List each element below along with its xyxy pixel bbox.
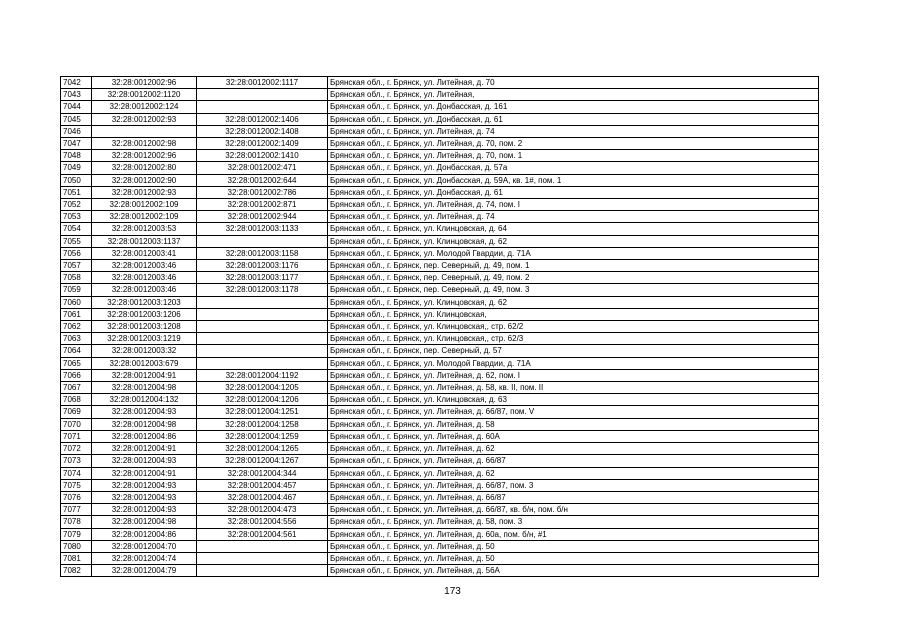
land-cadastral-number-cell: 32:28:0012002:109 xyxy=(92,211,197,223)
address-cell: Брянская обл., г. Брянск, ул. Литейная, д. 58 xyxy=(328,418,819,430)
building-cadastral-number-cell: 32:28:0012003:1133 xyxy=(197,223,328,235)
table-row xyxy=(61,186,819,198)
row-number-cell: 7055 xyxy=(61,235,92,247)
building-cadastral-number-cell: 32:28:0012004:1258 xyxy=(197,418,328,430)
land-cadastral-number-cell: 32:28:0012003:32 xyxy=(92,345,197,357)
table-row xyxy=(61,382,819,394)
table-row xyxy=(61,540,819,552)
building-cadastral-number-cell: 32:28:0012004:344 xyxy=(197,467,328,479)
table-row xyxy=(61,77,819,89)
building-cadastral-number-cell xyxy=(197,296,328,308)
address-cell: Брянская обл., г. Брянск, ул. Литейная, д. 56А xyxy=(328,565,819,577)
table-row xyxy=(61,321,819,333)
document-page xyxy=(60,76,819,577)
address-cell: Брянская обл., г. Брянск, пер. Северный, д. 49, пом. 2 xyxy=(328,272,819,284)
address-cell: Брянская обл., г. Брянск, ул. Клинцовская, д. 64 xyxy=(328,223,819,235)
address-cell: Брянская обл., г. Брянск, ул. Клинцовская, д. 62 xyxy=(328,296,819,308)
address-cell: Брянская обл., г. Брянск, ул. Клинцовская, д. 62 xyxy=(328,235,819,247)
table-row xyxy=(61,101,819,113)
table-row xyxy=(61,479,819,491)
land-cadastral-number-cell: 32:28:0012004:74 xyxy=(92,552,197,564)
building-cadastral-number-cell: 32:28:0012003:1176 xyxy=(197,260,328,272)
address-cell: Брянская обл., г. Брянск, ул. Клинцовская, xyxy=(328,308,819,320)
address-cell: Брянская обл., г. Брянск, ул. Литейная, д. 50 xyxy=(328,540,819,552)
land-cadastral-number-cell: 32:28:0012004:132 xyxy=(92,394,197,406)
address-cell: Брянская обл., г. Брянск, ул. Литейная, д. 70 xyxy=(328,77,819,89)
table-row xyxy=(61,565,819,577)
building-cadastral-number-cell xyxy=(197,540,328,552)
table-row xyxy=(61,272,819,284)
land-cadastral-number-cell: 32:28:0012004:98 xyxy=(92,418,197,430)
row-number-cell: 7046 xyxy=(61,125,92,137)
table-row xyxy=(61,284,819,296)
building-cadastral-number-cell: 32:28:0012002:1409 xyxy=(197,138,328,150)
address-cell: Брянская обл., г. Брянск, ул. Донбасская, д. 61 xyxy=(328,186,819,198)
land-cadastral-number-cell: 32:28:0012003:1203 xyxy=(92,296,197,308)
land-cadastral-number-cell: 32:28:0012004:70 xyxy=(92,540,197,552)
row-number-cell: 7064 xyxy=(61,345,92,357)
building-cadastral-number-cell: 32:28:0012004:473 xyxy=(197,504,328,516)
row-number-cell: 7042 xyxy=(61,77,92,89)
table-row xyxy=(61,369,819,381)
row-number-cell: 7066 xyxy=(61,369,92,381)
land-cadastral-number-cell xyxy=(92,125,197,137)
land-cadastral-number-cell: 32:28:0012002:96 xyxy=(92,150,197,162)
table-row xyxy=(61,138,819,150)
building-cadastral-number-cell: 32:28:0012004:1206 xyxy=(197,394,328,406)
address-cell: Брянская обл., г. Брянск, ул. Литейная, д. 66/87 xyxy=(328,491,819,503)
row-number-cell: 7053 xyxy=(61,211,92,223)
table-row xyxy=(61,162,819,174)
table-row xyxy=(61,296,819,308)
row-number-cell: 7058 xyxy=(61,272,92,284)
building-cadastral-number-cell: 32:28:0012002:1410 xyxy=(197,150,328,162)
building-cadastral-number-cell: 32:28:0012002:786 xyxy=(197,186,328,198)
row-number-cell: 7056 xyxy=(61,247,92,259)
address-cell: Брянская обл., г. Брянск, ул. Молодой Гвардии, д. 71А xyxy=(328,357,819,369)
building-cadastral-number-cell xyxy=(197,357,328,369)
building-cadastral-number-cell xyxy=(197,89,328,101)
address-cell: Брянская обл., г. Брянск, ул. Литейная, д. 74, пом. I xyxy=(328,199,819,211)
building-cadastral-number-cell: 32:28:0012004:1265 xyxy=(197,443,328,455)
table-row xyxy=(61,528,819,540)
table-row xyxy=(61,125,819,137)
land-cadastral-number-cell: 32:28:0012002:93 xyxy=(92,113,197,125)
building-cadastral-number-cell: 32:28:0012002:644 xyxy=(197,174,328,186)
land-cadastral-number-cell: 32:28:0012004:98 xyxy=(92,382,197,394)
address-cell: Брянская обл., г. Брянск, ул. Литейная, д. 70, пом. 2 xyxy=(328,138,819,150)
row-number-cell: 7074 xyxy=(61,467,92,479)
row-number-cell: 7047 xyxy=(61,138,92,150)
land-cadastral-number-cell: 32:28:0012004:93 xyxy=(92,406,197,418)
row-number-cell: 7051 xyxy=(61,186,92,198)
building-cadastral-number-cell: 32:28:0012004:1192 xyxy=(197,369,328,381)
row-number-cell: 7080 xyxy=(61,540,92,552)
land-cadastral-number-cell: 32:28:0012002:109 xyxy=(92,199,197,211)
building-cadastral-number-cell: 32:28:0012004:1267 xyxy=(197,455,328,467)
table-row xyxy=(61,491,819,503)
building-cadastral-number-cell xyxy=(197,235,328,247)
table-row xyxy=(61,260,819,272)
row-number-cell: 7049 xyxy=(61,162,92,174)
row-number-cell: 7052 xyxy=(61,199,92,211)
land-cadastral-number-cell: 32:28:0012002:93 xyxy=(92,186,197,198)
row-number-cell: 7045 xyxy=(61,113,92,125)
address-cell: Брянская обл., г. Брянск, ул. Литейная, д. 66/87, кв. б/н, пом. б/н xyxy=(328,504,819,516)
land-cadastral-number-cell: 32:28:0012004:91 xyxy=(92,369,197,381)
building-cadastral-number-cell: 32:28:0012002:1408 xyxy=(197,125,328,137)
land-cadastral-number-cell: 32:28:0012004:79 xyxy=(92,565,197,577)
row-number-cell: 7063 xyxy=(61,333,92,345)
building-cadastral-number-cell xyxy=(197,308,328,320)
row-number-cell: 7070 xyxy=(61,418,92,430)
row-number-cell: 7073 xyxy=(61,455,92,467)
table-row xyxy=(61,174,819,186)
table-row xyxy=(61,516,819,528)
table-row xyxy=(61,455,819,467)
building-cadastral-number-cell xyxy=(197,333,328,345)
building-cadastral-number-cell xyxy=(197,345,328,357)
land-cadastral-number-cell: 32:28:0012004:86 xyxy=(92,430,197,442)
building-cadastral-number-cell: 32:28:0012002:1117 xyxy=(197,77,328,89)
land-cadastral-number-cell: 32:28:0012004:91 xyxy=(92,467,197,479)
building-cadastral-number-cell: 32:28:0012002:944 xyxy=(197,211,328,223)
land-cadastral-number-cell: 32:28:0012003:1219 xyxy=(92,333,197,345)
address-cell: Брянская обл., г. Брянск, ул. Литейная, д. 58, кв. II, пом. II xyxy=(328,382,819,394)
building-cadastral-number-cell xyxy=(197,321,328,333)
row-number-cell: 7077 xyxy=(61,504,92,516)
building-cadastral-number-cell: 32:28:0012003:1158 xyxy=(197,247,328,259)
building-cadastral-number-cell: 32:28:0012003:1177 xyxy=(197,272,328,284)
address-cell: Брянская обл., г. Брянск, ул. Литейная, д. 74 xyxy=(328,125,819,137)
row-number-cell: 7079 xyxy=(61,528,92,540)
land-cadastral-number-cell: 32:28:0012004:91 xyxy=(92,443,197,455)
address-cell: Брянская обл., г. Брянск, пер. Северный, д. 49, пом. 1 xyxy=(328,260,819,272)
address-cell: Брянская обл., г. Брянск, ул. Литейная, д. 70, пом. 1 xyxy=(328,150,819,162)
address-cell: Брянская обл., г. Брянск, ул. Литейная, xyxy=(328,89,819,101)
land-cadastral-number-cell: 32:28:0012003:46 xyxy=(92,284,197,296)
building-cadastral-number-cell: 32:28:0012004:1259 xyxy=(197,430,328,442)
table-row xyxy=(61,430,819,442)
building-cadastral-number-cell xyxy=(197,101,328,113)
table-row xyxy=(61,211,819,223)
land-cadastral-number-cell: 32:28:0012004:93 xyxy=(92,479,197,491)
building-cadastral-number-cell: 32:28:0012002:1406 xyxy=(197,113,328,125)
land-cadastral-number-cell: 32:28:0012004:98 xyxy=(92,516,197,528)
table-row xyxy=(61,89,819,101)
building-cadastral-number-cell: 32:28:0012002:871 xyxy=(197,199,328,211)
row-number-cell: 7044 xyxy=(61,101,92,113)
building-cadastral-number-cell: 32:28:0012004:556 xyxy=(197,516,328,528)
row-number-cell: 7081 xyxy=(61,552,92,564)
land-cadastral-number-cell: 32:28:0012003:1206 xyxy=(92,308,197,320)
table-row xyxy=(61,199,819,211)
address-cell: Брянская обл., г. Брянск, ул. Клинцовская,, стр. 62/2 xyxy=(328,321,819,333)
address-cell: Брянская обл., г. Брянск, ул. Донбасская, д. 61 xyxy=(328,113,819,125)
address-cell: Брянская обл., г. Брянск, ул. Донбасская, д. 59А, кв. 1#, пом. 1 xyxy=(328,174,819,186)
table-row xyxy=(61,467,819,479)
table-row xyxy=(61,345,819,357)
address-cell: Брянская обл., г. Брянск, ул. Молодой Гвардии, д. 71А xyxy=(328,247,819,259)
land-cadastral-number-cell: 32:28:0012002:96 xyxy=(92,77,197,89)
registry-table-body xyxy=(61,77,819,577)
table-row xyxy=(61,247,819,259)
table-row xyxy=(61,406,819,418)
row-number-cell: 7060 xyxy=(61,296,92,308)
row-number-cell: 7075 xyxy=(61,479,92,491)
table-row xyxy=(61,333,819,345)
building-cadastral-number-cell: 32:28:0012004:1205 xyxy=(197,382,328,394)
building-cadastral-number-cell xyxy=(197,552,328,564)
address-cell: Брянская обл., г. Брянск, ул. Литейная, д. 62 xyxy=(328,443,819,455)
building-cadastral-number-cell xyxy=(197,565,328,577)
address-cell: Брянская обл., г. Брянск, ул. Литейная, д. 50 xyxy=(328,552,819,564)
table-row xyxy=(61,308,819,320)
land-cadastral-number-cell: 32:28:0012002:98 xyxy=(92,138,197,150)
land-cadastral-number-cell: 32:28:0012003:53 xyxy=(92,223,197,235)
table-row xyxy=(61,552,819,564)
land-cadastral-number-cell: 32:28:0012003:1137 xyxy=(92,235,197,247)
land-cadastral-number-cell: 32:28:0012002:1120 xyxy=(92,89,197,101)
row-number-cell: 7048 xyxy=(61,150,92,162)
row-number-cell: 7065 xyxy=(61,357,92,369)
land-cadastral-number-cell: 32:28:0012004:93 xyxy=(92,504,197,516)
land-cadastral-number-cell: 32:28:0012002:124 xyxy=(92,101,197,113)
row-number-cell: 7082 xyxy=(61,565,92,577)
row-number-cell: 7043 xyxy=(61,89,92,101)
table-row xyxy=(61,223,819,235)
address-cell: Брянская обл., г. Брянск, ул. Литейная, д. 66/87, пом. 3 xyxy=(328,479,819,491)
land-cadastral-number-cell: 32:28:0012003:46 xyxy=(92,260,197,272)
row-number-cell: 7061 xyxy=(61,308,92,320)
building-cadastral-number-cell: 32:28:0012004:1251 xyxy=(197,406,328,418)
land-cadastral-number-cell: 32:28:0012003:41 xyxy=(92,247,197,259)
row-number-cell: 7076 xyxy=(61,491,92,503)
address-cell: Брянская обл., г. Брянск, ул. Клинцовская, д. 63 xyxy=(328,394,819,406)
building-cadastral-number-cell: 32:28:0012002:471 xyxy=(197,162,328,174)
table-row xyxy=(61,150,819,162)
land-cadastral-number-cell: 32:28:0012003:679 xyxy=(92,357,197,369)
row-number-cell: 7062 xyxy=(61,321,92,333)
row-number-cell: 7072 xyxy=(61,443,92,455)
address-cell: Брянская обл., г. Брянск, ул. Литейная, д. 62 xyxy=(328,467,819,479)
address-cell: Брянская обл., г. Брянск, ул. Литейная, д. 60А xyxy=(328,430,819,442)
address-cell: Брянская обл., г. Брянск, ул. Литейная, д. 66/87 xyxy=(328,455,819,467)
land-cadastral-number-cell: 32:28:0012004:93 xyxy=(92,455,197,467)
table-row xyxy=(61,504,819,516)
address-cell: Брянская обл., г. Брянск, пер. Северный, д. 57 xyxy=(328,345,819,357)
row-number-cell: 7057 xyxy=(61,260,92,272)
address-cell: Брянская обл., г. Брянск, ул. Литейная, д. 60а, пом. б/н, #1 xyxy=(328,528,819,540)
table-row xyxy=(61,418,819,430)
address-cell: Брянская обл., г. Брянск, ул. Литейная, д. 74 xyxy=(328,211,819,223)
land-cadastral-number-cell: 32:28:0012002:90 xyxy=(92,174,197,186)
page-number: 173 xyxy=(444,586,461,597)
land-cadastral-number-cell: 32:28:0012003:1208 xyxy=(92,321,197,333)
land-cadastral-number-cell: 32:28:0012004:93 xyxy=(92,491,197,503)
row-number-cell: 7068 xyxy=(61,394,92,406)
address-cell: Брянская обл., г. Брянск, пер. Северный, д. 49, пом. 3 xyxy=(328,284,819,296)
land-cadastral-number-cell: 32:28:0012002:80 xyxy=(92,162,197,174)
land-cadastral-number-cell: 32:28:0012003:46 xyxy=(92,272,197,284)
building-cadastral-number-cell: 32:28:0012004:467 xyxy=(197,491,328,503)
row-number-cell: 7054 xyxy=(61,223,92,235)
row-number-cell: 7050 xyxy=(61,174,92,186)
table-row xyxy=(61,394,819,406)
table-row xyxy=(61,113,819,125)
building-cadastral-number-cell: 32:28:0012004:457 xyxy=(197,479,328,491)
address-cell: Брянская обл., г. Брянск, ул. Донбасская, д. 161 xyxy=(328,101,819,113)
address-cell: Брянская обл., г. Брянск, ул. Литейная, д. 62, пом. I xyxy=(328,369,819,381)
address-cell: Брянская обл., г. Брянск, ул. Клинцовская,, стр. 62/3 xyxy=(328,333,819,345)
row-number-cell: 7071 xyxy=(61,430,92,442)
address-cell: Брянская обл., г. Брянск, ул. Донбасская, д. 57а xyxy=(328,162,819,174)
building-cadastral-number-cell: 32:28:0012003:1178 xyxy=(197,284,328,296)
address-cell: Брянская обл., г. Брянск, ул. Литейная, д. 58, пом. 3 xyxy=(328,516,819,528)
building-cadastral-number-cell: 32:28:0012004:561 xyxy=(197,528,328,540)
row-number-cell: 7069 xyxy=(61,406,92,418)
table-row xyxy=(61,357,819,369)
row-number-cell: 7059 xyxy=(61,284,92,296)
address-cell: Брянская обл., г. Брянск, ул. Литейная, д. 66/87, пом. V xyxy=(328,406,819,418)
row-number-cell: 7067 xyxy=(61,382,92,394)
registry-table xyxy=(60,76,819,577)
table-row xyxy=(61,235,819,247)
land-cadastral-number-cell: 32:28:0012004:86 xyxy=(92,528,197,540)
row-number-cell: 7078 xyxy=(61,516,92,528)
table-row xyxy=(61,443,819,455)
